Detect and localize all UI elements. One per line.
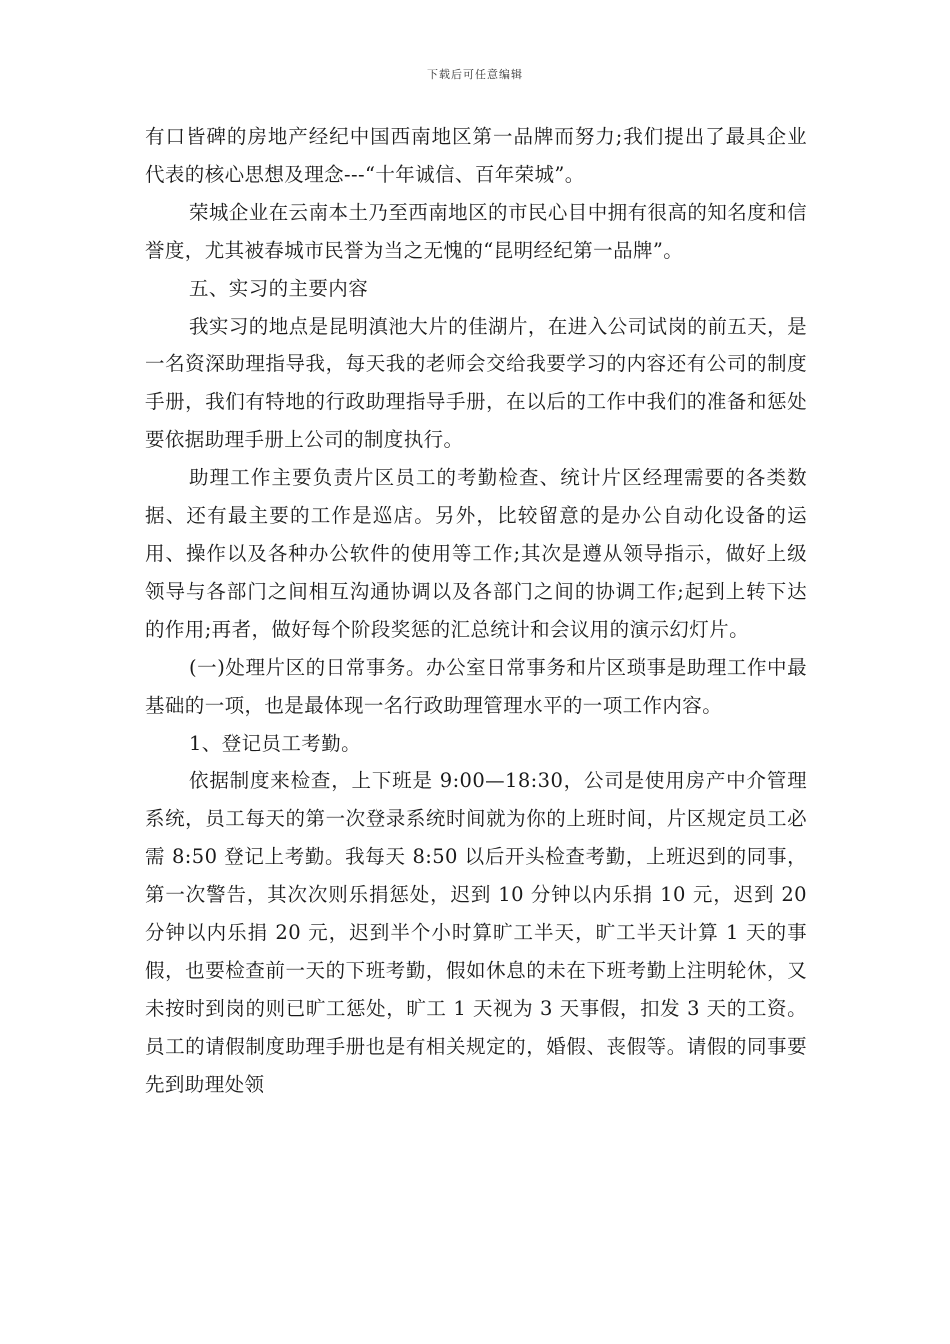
subsection-heading: 1、登记员工考勤。	[189, 731, 362, 755]
page-header-note: 下载后可任意编辑	[427, 68, 523, 81]
paragraph: 依据制度来检查，上下班是 9:00—18:30，公司是使用房产中介管理系统，员工每天的第一次登录系统时间就为你的上班时间，片区规定员工必需 8:50 登记上考勤。我每天 8:50 以后开头检查考勤，上班迟到的同事，第一次警告，其次次则乐捐惩处，迟到 10 分钟以内乐捐 10 元，迟到 20 分钟以内乐捐 20 元，迟到半个小时算旷工半天，旷工半天计算 1 天的事假，也要检查前一天的下班考勤，假如休息的未在下班考勤上注明轮休，又未按时到岗的则已旷工惩处，旷工 1 天视为 3 天事假，扣发 3 天的工资。员工的请假制度助理手册也是有相关规定的，婚假、丧假等。请假的同事要先到助理处领	[145, 769, 807, 1096]
paragraph: (一)处理片区的日常事务。办公室日常事务和片区琐事是助理工作中最基础的一项，也是最体现一名行政助理管理水平的一项工作内容。	[145, 655, 807, 717]
paragraph: 有口皆碑的房地产经纪中国西南地区第一品牌而努力;我们提出了最具企业代表的核心思想及理念---“十年诚信、百年荣城”。	[145, 125, 807, 186]
document-body	[145, 118, 807, 1104]
section-heading: 五、实习的主要内容	[189, 276, 369, 300]
paragraph: 荣城企业在云南本土乃至西南地区的市民心目中拥有很高的知名度和信誉度，尤其被春城市民誉为当之无愧的“昆明经纪第一品牌”。	[145, 200, 807, 262]
paragraph: 助理工作主要负责片区员工的考勤检查、统计片区经理需要的各类数据、还有最主要的工作是巡店。另外，比较留意的是办公自动化设备的运用、操作以及各种办公软件的使用等工作;其次是遵从领导指示，做好上级领导与各部门之间相互沟通协调以及各部门之间的协调工作;起到上转下达的作用;再者，做好每个阶段奖惩的汇总统计和会议用的演示幻灯片。	[145, 466, 807, 641]
paragraph: 我实习的地点是昆明滇池大片的佳湖片，在进入公司试岗的前五天，是一名资深助理指导我，每天我的老师会交给我要学习的内容还有公司的制度手册，我们有特地的行政助理指导手册，在以后的工作中我们的准备和惩处要依据助理手册上公司的制度执行。	[145, 314, 807, 452]
